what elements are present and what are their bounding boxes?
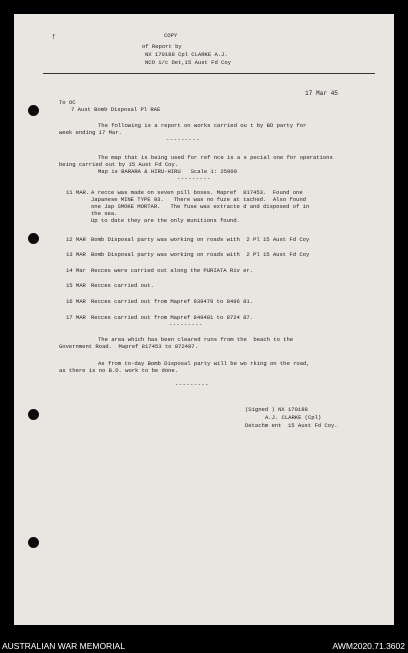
entry-line: the sea. [91,210,118,217]
map-line: Map is BARARA & HIRU-HIRU Scale 1: 25000 [98,168,237,175]
ink-mark: ↑ [51,32,57,42]
map-line: being carried out by 15 Aust Fd Coy. [59,161,179,168]
entry-line: Up to date they are the only munitions found. [91,217,240,224]
punch-hole [28,233,39,244]
footer-bar [0,638,408,653]
punch-hole [28,409,39,420]
entry-line: Bomb Disposal party was working on roads with 2 Pl 15 Aust Fd Coy [91,251,310,258]
header-line: NX 170188 Cpl CLARKE A.J. [145,51,228,58]
copy-heading: COPY [164,32,178,39]
entry-line: A recce was made on seven pill boxes. Mapref 817453. Found one [91,189,303,196]
entry-line: Recces carried out from Mapref 839479 to 8496 81. [91,298,254,305]
signature-line: Detachm ent 15 Aust Fd Coy. [245,422,338,429]
signature-line: (Signed ) NX 170188 [245,406,308,413]
header-line: of Report by [142,43,182,50]
area-line: The area which has been cleared runs from the beach to the [98,336,294,343]
separator-dashes: --------- [175,381,209,388]
entry-date: 12 MAR [66,236,86,243]
intro-line: The following is a report on works carried ou t by BD party for [98,122,307,129]
entry-line: Bomb Disposal party was working on roads with 2 Pl 15 Aust Fd Coy [91,236,310,243]
entry-line: Japanese MINE TYPE 93. There was no fuze at tached. Also found [91,196,306,203]
signature-line: A.J. CLARKE (Cpl) [265,414,322,421]
footer-accession: AWM2020.71.3602 [332,641,405,651]
entry-line: one Jap SMOKE MORTAR. The fuse was extracte d and disposed of in [91,203,310,210]
separator-dashes: --------- [169,321,203,328]
punch-hole [28,105,39,116]
to-unit: 7 Aust Bomb Disposal Pl RAE [71,106,161,113]
area-line: Government Road. Mapref 817453 to 872487. [59,343,198,350]
document-page [14,14,394,625]
header-rule [43,73,375,74]
final-line: As from to-day Bomb Disposal party will be wo rking on the road, [98,360,310,367]
header-line: NCO i/c Det,15 Aust Fd Coy [145,59,231,66]
entry-date: 13 MAR [66,251,86,258]
map-line: The map that is being used for ref nce is a s pecial one for operations [98,154,333,161]
footer-credit: AUSTRALIAN WAR MEMORIAL [2,641,125,651]
punch-hole [28,537,39,548]
entry-line: Recces carried out from Mapref 849481 to 8724 87. [91,314,254,321]
final-line: as there is no B.D. work to be done. [59,367,179,374]
report-date: 17 Mar 45 [305,90,338,97]
entry-date: 16 MAR [66,298,86,305]
entry-line: Recces carried out. [91,282,154,289]
entry-line: Recces were carried out along the PURIATA Riv er. [91,267,254,274]
to-line: To OC [59,99,76,106]
separator-dashes: --------- [166,136,200,143]
entry-date: 11 MAR. [66,189,90,196]
entry-date: 14 Mar [66,267,86,274]
separator-dashes: --------- [177,175,211,182]
entry-date: 17 MAR [66,314,86,321]
intro-line: week ending 17 Mar. [59,129,122,136]
entry-date: 15 MAR [66,282,86,289]
